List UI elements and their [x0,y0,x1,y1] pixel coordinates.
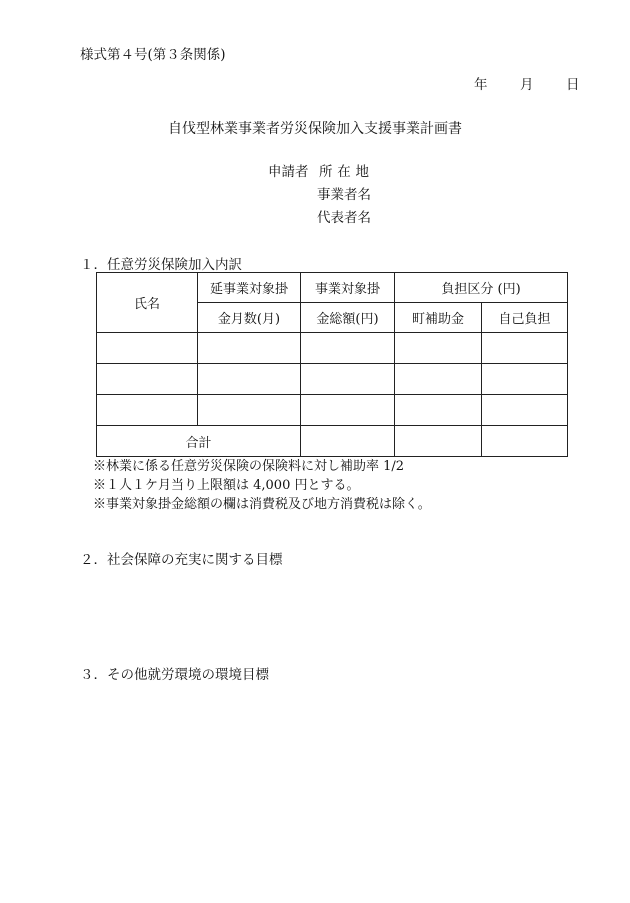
header-name: 氏名 [97,273,198,333]
cell-town-subsidy[interactable] [395,333,482,364]
cell-self-burden[interactable] [482,333,568,364]
table-row [97,395,568,426]
business-name-label: 事業者名 [317,187,371,203]
header-amount-line2: 金総額(円) [301,303,395,333]
table-row [97,364,568,395]
cell-name[interactable] [97,364,198,395]
cell-name[interactable] [97,333,198,364]
header-months-line1: 延事業対象掛 [198,273,301,303]
cell-amount[interactable] [301,395,395,426]
note-monthly-cap: ※１人１ケ月当り上限額は 4,000 円とする。 [93,478,360,493]
total-town-subsidy[interactable] [395,426,482,457]
notes [93,457,431,514]
insurance-breakdown-table [96,272,568,457]
total-row [97,426,568,457]
table-row [97,333,568,364]
cell-town-subsidy[interactable] [395,364,482,395]
cell-self-burden[interactable] [482,395,568,426]
document-title: 自伐型林業事業者労災保険加入支援事業計画書 [168,121,462,137]
form-number-label: 様式第４号(第３条関係) [80,47,226,63]
date-month-field[interactable]: 月 [520,77,534,93]
header-burden: 負担区分 (円) [395,273,568,303]
total-self-burden[interactable] [482,426,568,457]
cell-self-burden[interactable] [482,364,568,395]
cell-months[interactable] [198,333,301,364]
note-tax-exclusion: ※事業対象掛金総額の欄は消費税及び地方消費税は除く。 [93,497,431,512]
section2-heading: ２．社会保障の充実に関する目標 [80,552,283,568]
total-amount[interactable] [301,426,395,457]
representative-label: 代表者名 [317,210,371,226]
cell-months[interactable] [198,364,301,395]
header-town-subsidy: 町補助金 [395,303,482,333]
cell-town-subsidy[interactable] [395,395,482,426]
cell-amount[interactable] [301,364,395,395]
cell-months[interactable] [198,395,301,426]
section1-heading: １．任意労災保険加入内訳 [80,257,242,273]
header-amount-line1: 事業対象掛 [301,273,395,303]
address-label: 所在地 [319,164,374,180]
date-line [474,73,580,93]
total-label: 合計 [97,426,301,457]
header-self-burden: 自己負担 [482,303,568,333]
date-day-field[interactable]: 日 [566,77,580,93]
cell-amount[interactable] [301,333,395,364]
applicant-label: 申請者 [268,164,309,180]
note-subsidy-rate: ※林業に係る任意労災保険の保険料に対し補助率 1/2 [93,459,405,474]
section3-heading: ３．その他就労環境の環境目標 [80,667,269,683]
date-year-field[interactable]: 年 [474,77,488,93]
header-months-line2: 金月数(月) [198,303,301,333]
cell-name[interactable] [97,395,198,426]
